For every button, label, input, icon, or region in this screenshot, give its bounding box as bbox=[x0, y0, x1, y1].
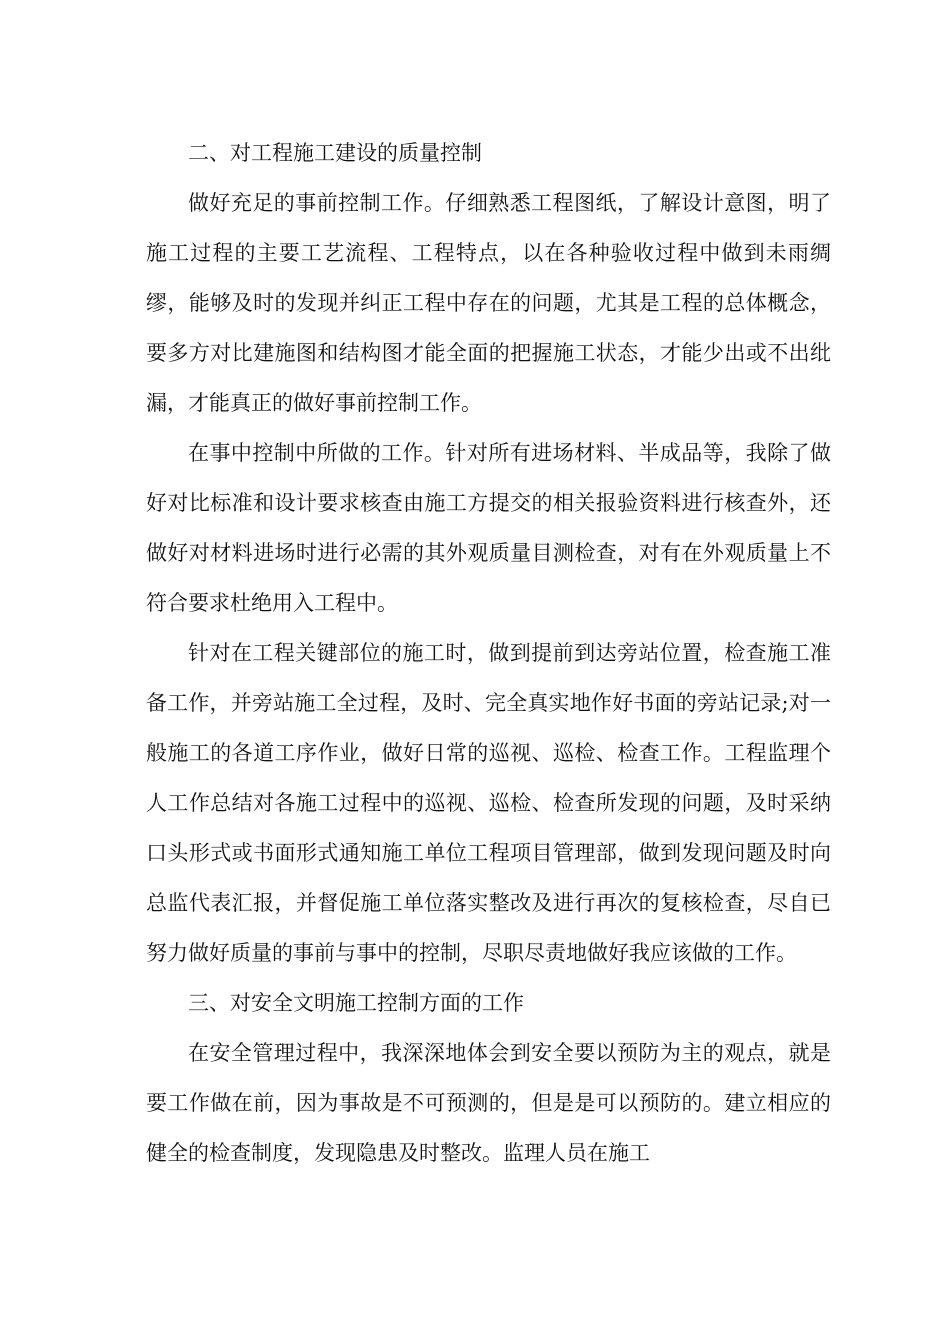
paragraph-key-part-supervision: 针对在工程关键部位的施工时，做到提前到达旁站位置，检查施工准备工作，并旁站施工全过程，及时、完全真实地作好书面的旁站记录;对一般施工的各道工序作业，做好日常的巡视、巡检、检查工作。工程监理个人工作总结对各施工过程中的巡视、巡检、检查所发现的问题，及时采纳口头形式或书面形式通知施工单位工程项目管理部，做到发现问题及时向总监代表汇报，并督促施工单位落实整改及进行再次的复核检查，尽自已努力做好质量的事前与事中的控制，尽职尽责地做好我应该做的工作。 bbox=[146, 641, 831, 965]
section-heading-quality-control: 二、对工程施工建设的质量控制 bbox=[188, 141, 482, 165]
document-body bbox=[146, 128, 831, 1178]
paragraph-pre-control: 做好充足的事前控制工作。仔细熟悉工程图纸，了解设计意图，明了施工过程的主要工艺流程、工程特点，以在各种验收过程中做到未雨绸缪，能够及时的发现并纠正工程中存在的问题，尤其是工程的总体概念，要多方对比建施图和结构图才能全面的把握施工状态，才能少出或不出纰漏，才能真正的做好事前控制工作。 bbox=[146, 191, 831, 415]
paragraph-in-process-control: 在事中控制中所做的工作。针对所有进场材料、半成品等，我除了做好对比标准和设计要求核查由施工方提交的相关报验资料进行核查外，还做好对材料进场时进行必需的其外观质量目测检查，对有在外观质量上不符合要求杜绝用入工程中。 bbox=[146, 441, 831, 615]
paragraph-safety-management: 在安全管理过程中，我深深地体会到安全要以预防为主的观点，就是要工作做在前，因为事故是不可预测的，但是是可以预防的。建立相应的健全的检查制度，发现隐患及时整改。监理人员在施工 bbox=[146, 1041, 831, 1165]
section-heading-safety-control: 三、对安全文明施工控制方面的工作 bbox=[188, 991, 524, 1015]
